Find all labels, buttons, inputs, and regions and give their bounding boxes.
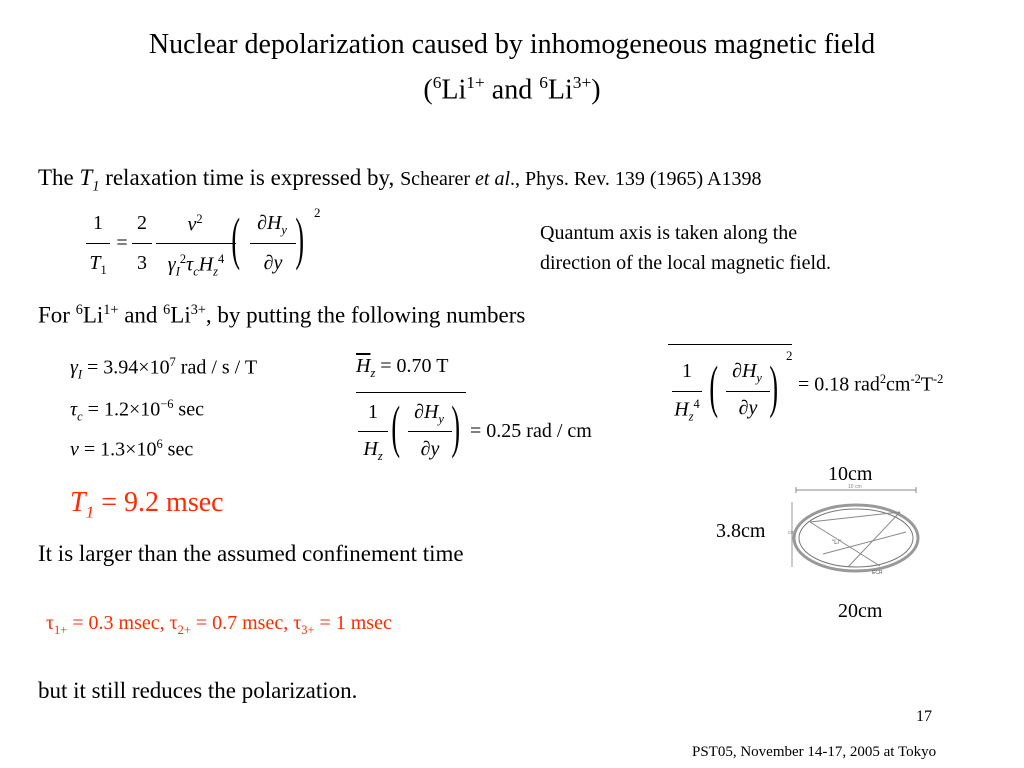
reference-citation: Schearer et al., Phys. Rev. 139 (1965) A1398: [400, 168, 762, 190]
page-number: 17: [916, 708, 932, 725]
slide-title-line2: ($^6Li^{1+}$ and $^6Li^{3+}$): [423, 73, 601, 106]
figure-width-label: 10cm: [828, 463, 873, 485]
tau-values: $\tau_{1+} = 0.3$ msec, $\tau_{2+} = 0.7$ msec, $\tau_{3+} = 1$ msec: [46, 612, 392, 637]
inner-top-label: 10 cm: [848, 484, 862, 490]
t1-result: $T_1 = 9.2$ msec: [70, 487, 224, 522]
v-value: $v = 1.3\times 10^6$ sec: [70, 437, 194, 461]
polarization-text: but it still reduces the polarization.: [38, 678, 358, 703]
figure-height-label: 3.8cm: [716, 520, 766, 542]
for-line: For $^6Li^{1+}$ and $^6Li^{3+}$, by putting the following numbers: [38, 302, 526, 328]
slide-title-line1: Nuclear depolarization caused by inhomogeneous magnetic field: [148, 29, 876, 60]
hz-value: $\overline{H}_z = 0.70$ T: [356, 355, 449, 380]
trap-diagram: [788, 482, 928, 582]
intro-line: The $T_1$ relaxation time is expressed by, Schearer et al., Phys. Rev. 139 (1965) A1398: [38, 165, 762, 195]
quantum-axis-note-line1: Quantum axis is taken along the: [540, 222, 798, 244]
confinement-text: It is larger than the assumed confinement time: [38, 541, 464, 566]
figure-length-label: 20cm: [838, 600, 883, 622]
tau-value: $\tau_c = 1.2\times 10^{-6}$ sec: [70, 397, 204, 424]
inner-center-label: "Li": [832, 540, 841, 546]
inner-side-label: cm: [788, 530, 795, 536]
inner-bottom-label: ECR: [872, 570, 883, 576]
footer-text: PST05, November 14-17, 2005 at Tokyo: [692, 744, 937, 760]
quantum-axis-note-line2: direction of the local magnetic field.: [540, 252, 831, 274]
gamma-value: $\gamma_I = 3.94\times 10^7$ rad / s / T: [70, 355, 258, 382]
